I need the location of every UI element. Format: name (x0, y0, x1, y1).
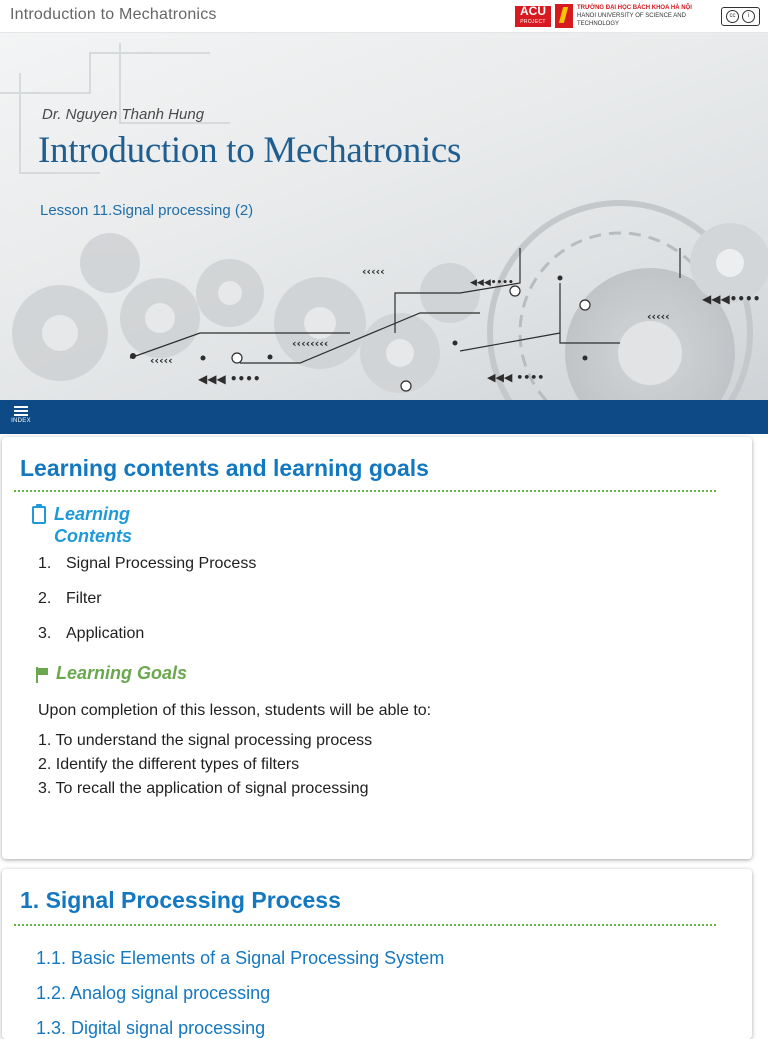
university-name-en: HANOI UNIVERSITY OF SCIENCE AND TECHNOLOGY (577, 13, 686, 27)
index-bar (0, 400, 768, 434)
list-item-text: Filter (66, 590, 102, 607)
acu-logo (515, 3, 551, 27)
header-title: Introduction to Mechatronics (10, 6, 217, 23)
svg-text:◀◀◀ ••••: ◀◀◀ •••• (198, 372, 261, 386)
learning-goals-heading (36, 663, 187, 684)
svg-text:‹‹‹‹‹: ‹‹‹‹‹ (150, 354, 173, 367)
course-title: Introduction to Mechatronics (38, 130, 462, 171)
learning-contents-heading-text (54, 503, 132, 547)
list-item-number: 3. (38, 625, 52, 642)
acu-logo-sub: PROJECT (520, 18, 546, 25)
svg-text:◀◀◀••••: ◀◀◀•••• (702, 292, 761, 306)
university-name (577, 4, 717, 28)
index-label: INDEX (11, 418, 31, 424)
section-link[interactable]: 1.2. Analog signal processing (36, 983, 271, 1003)
learning-contents-heading (32, 503, 132, 547)
list-item-number: 2. (38, 590, 52, 607)
list-item-number: 1. (38, 555, 52, 572)
by-icon: i (742, 10, 755, 23)
list-item (38, 555, 256, 573)
card-title: Learning contents and learning goals (20, 455, 429, 481)
list-item-text: Application (66, 625, 145, 642)
university-name-vi: TRƯỜNG ĐẠI HỌC BÁCH KHOA HÀ NỘI (577, 5, 692, 11)
svg-text:‹‹‹‹‹‹‹‹: ‹‹‹‹‹‹‹‹ (292, 337, 329, 350)
learning-contents-card (2, 437, 752, 859)
heading-line-2: Contents (54, 526, 132, 546)
section-link[interactable]: 1.1. Basic Elements of a Signal Processing System (36, 948, 445, 968)
goal-item: 2. Identify the different types of filters (38, 756, 300, 773)
list-item (38, 625, 144, 643)
section-link[interactable]: 1.3. Digital signal processing (36, 1018, 266, 1038)
top-header (0, 0, 768, 33)
cc-icon: cc (726, 10, 739, 23)
signal-processing-card (2, 869, 752, 1039)
list-item (38, 590, 102, 608)
learning-goals-heading-text: Learning Goals (56, 663, 188, 683)
card-title: 1. Signal Processing Process (20, 887, 341, 913)
svg-text:◀◀◀ ••••: ◀◀◀ •••• (487, 371, 545, 384)
goal-item: 1. To understand the signal processing process (38, 732, 373, 749)
lesson-banner (0, 33, 768, 400)
hamburger-menu-icon (14, 406, 28, 416)
hust-logo-icon (555, 4, 573, 28)
lesson-subtitle: Lesson 11.Signal processing (2) (40, 202, 254, 219)
flag-icon (36, 667, 48, 683)
dotted-divider (14, 924, 716, 926)
index-menu-button[interactable] (6, 404, 36, 424)
heading-line-1: Learning (54, 504, 131, 524)
goals-intro: Upon completion of this lesson, students will be able to: (38, 702, 432, 719)
author-name: Dr. Nguyen Thanh Hung (42, 106, 205, 123)
header-logos (515, 4, 760, 28)
dotted-divider (14, 490, 716, 492)
svg-text:‹‹‹‹‹: ‹‹‹‹‹ (362, 265, 385, 278)
creative-commons-badge (721, 7, 760, 26)
svg-text:‹‹‹‹‹: ‹‹‹‹‹ (647, 310, 670, 323)
svg-text:◀◀◀••••: ◀◀◀•••• (470, 278, 514, 288)
list-item-text: Signal Processing Process (66, 555, 257, 572)
goal-item: 3. To recall the application of signal processing (38, 780, 369, 797)
acu-logo-label: ACU (520, 3, 546, 18)
clipboard-icon (32, 506, 46, 524)
